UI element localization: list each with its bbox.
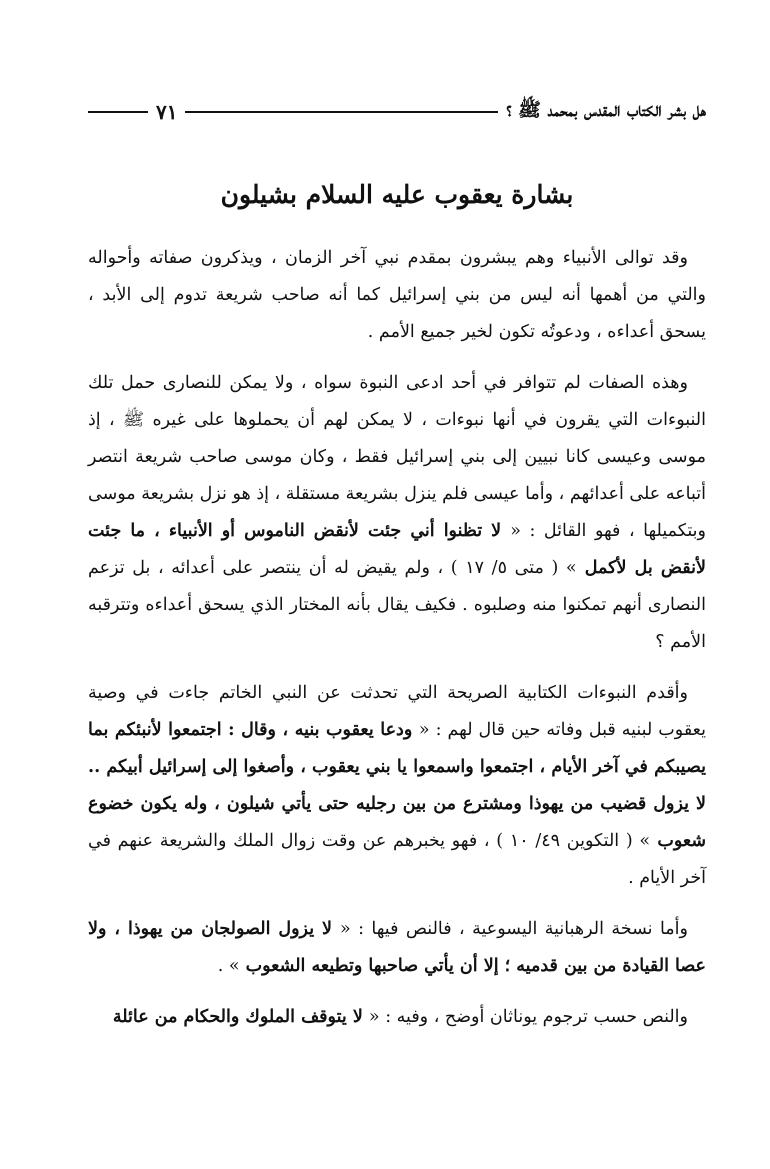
paragraph-4: وأما نسخة الرهبانية اليسوعية ، فالنص فيها : « لا يزول الصولجان من يهوذا ، ولا عصا القيادة من بين قدميه ؛ إلا أن يأتي صاحبها وتطيعه الشعوب » . (88, 919, 706, 976)
paragraph-1: وقد توالى الأنبياء وهم يبشرون بمقدم نبي آخر الزمان ، ويذكرون صفاته وأحواله والتي من أهمها أنه ليس من بني إسرائيل كما أنه صاحب شريعة تدوم إلى الأبد ، يسحق أعداءه ، ودعوتُه تكون لخير جميع الأمم . (88, 248, 706, 342)
paragraph-3: وأقدم النبوءات الكتابية الصريحة التي تحدثت عن النبي الخاتم جاءت في وصية يعقوب لبنيه قبل وفاته حين قال لهم : « ودعا يعقوب بنيه ، وقال : اجتمعوا لأنبئكم بما يصيبكم في آخر الأيام ، اجتمعوا واسمعوا يا بني يعقوب ، وأصغوا إلى إسرائيل أبيكم .. لا يزول قضيب من يهوذا ومشترع من بين رجليه حتى يأتي شيلون ، وله يكون خضوع شعوب » ( التكوين ٤٩/ ١٠ ) ، فهو يخبرهم عن وقت زوال الملك والشريعة عنهم في آخر الأيام . (88, 683, 706, 888)
header-rule-end (88, 111, 148, 113)
quote-bold: لا يتوقف الملوك والحكام من عائلة (112, 1007, 369, 1027)
header-rule (185, 111, 498, 113)
quote-bold: لا تظنوا أني جئت لأنقض الناموس أو الأنبياء ، ما جئت لأنقض بل لأكمل (88, 521, 706, 578)
body-text (88, 240, 706, 1050)
quote-bold: ودعا يعقوب بنيه ، وقال : اجتمعوا لأنبئكم بما يصيبكم في آخر الأيام ، اجتمعوا واسمعوا يا بني يعقوب ، وأصغوا إلى إسرائيل أبيكم .. لا يزول قضيب من يهوذا ومشترع من بين رجليه حتى يأتي شيلون ، وله يكون خضوع شعوب (88, 720, 706, 851)
running-header (88, 92, 706, 132)
page-number: ٧١ (156, 100, 178, 124)
book-title: هل بشر الكتاب المقدس بمحمد ﷺ ؟ (506, 99, 706, 121)
paragraph-2: وهذه الصفات لم تتوافر في أحد ادعى النبوة سواه ، ولا يمكن للنصارى حمل تلك النبوءات التي يقرون في أنها نبوءات ، لا يمكن لهم أن يحملوها على غيره ﷺ ، إذ موسى وعيسى كانا نبيين إلى بني إسرائيل فقط ، وكان موسى صاحب شريعة انتصر أتباعه على أعدائهم ، وأما عيسى فلم ينزل بشريعة مستقلة ، إذ هو نزل بشريعة موسى وبتكميلها ، فهو القائل : « لا تظنوا أني جئت لأنقض الناموس أو الأنبياء ، ما جئت لأنقض بل لأكمل » ( متى ٥/ ١٧ ) ، ولم يقيض له أن ينتصر على أعدائه ، بل تزعم النصارى أنهم تمكنوا منه وصلبوه . فكيف يقال بأنه المختار الذي يسحق أعداءه وتترقبه الأمم ؟ (88, 373, 706, 652)
quote-bold: لا يزول الصولجان من يهوذا ، ولا عصا القيادة من بين قدميه ؛ إلا أن يأتي صاحبها وتطيعه الشعوب (88, 919, 706, 976)
section-heading: بشارة يعقوب عليه السلام بشيلون (220, 180, 574, 209)
paragraph-5: والنص حسب ترجوم يوناثان أوضح ، وفيه : « لا يتوقف الملوك والحكام من عائلة (112, 1007, 688, 1027)
